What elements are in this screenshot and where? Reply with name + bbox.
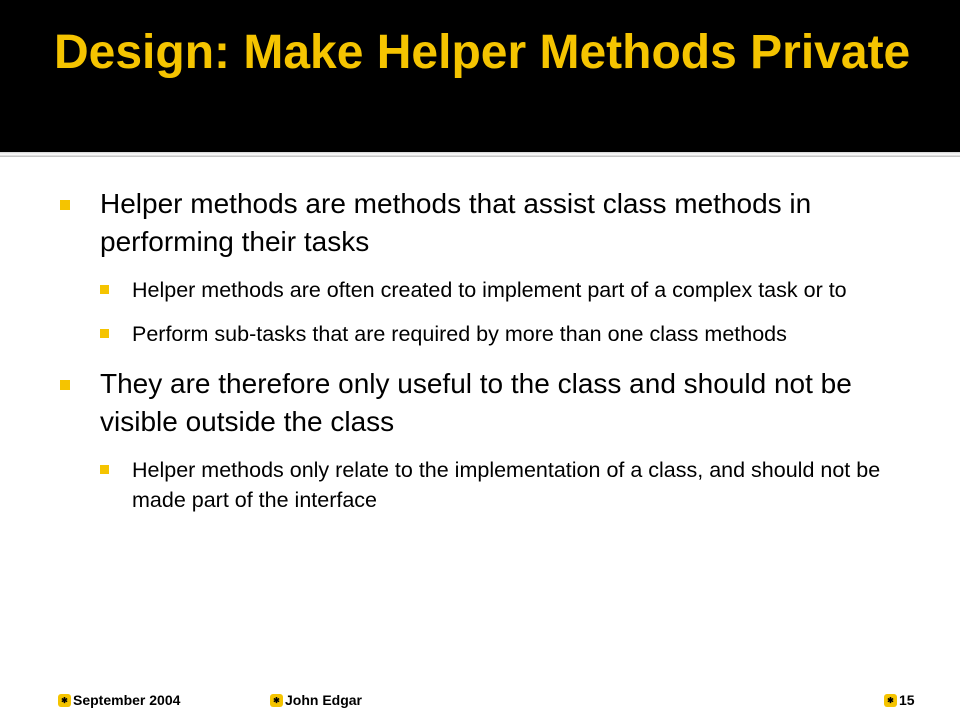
- sub-bullet-list: [100, 455, 918, 515]
- bullet-text: Helper methods are methods that assist class methods in performing their tasks: [100, 188, 812, 257]
- footer-bullet-icon: ✱: [58, 694, 71, 707]
- sub-bullet-text: Helper methods only relate to the implementation of a class, and should not be made part of the interface: [132, 458, 881, 512]
- sub-bullet-item: [100, 455, 918, 515]
- sub-bullet-item: [100, 275, 918, 305]
- slide-content: [0, 157, 960, 720]
- footer-author-text: John Edgar: [285, 692, 363, 708]
- bullet-item: [58, 185, 918, 349]
- footer-bullet-icon: ✱: [884, 694, 897, 707]
- bullet-square-icon: [60, 380, 70, 390]
- bullet-item: [58, 365, 918, 515]
- sub-bullet-square-icon: [100, 465, 109, 474]
- sub-bullet-square-icon: [100, 329, 109, 338]
- sub-bullet-item: [100, 319, 918, 349]
- sub-bullet-list: [100, 275, 918, 349]
- footer-page-text: 15: [899, 692, 915, 708]
- sub-bullet-text: Helper methods are often created to implement part of a complex task or to: [132, 278, 847, 302]
- footer-date: [58, 690, 180, 710]
- title-bar: [0, 0, 960, 152]
- bullet-square-icon: [60, 200, 70, 210]
- footer-bullet-icon: ✱: [270, 694, 283, 707]
- sub-bullet-square-icon: [100, 285, 109, 294]
- footer-page-number: [884, 690, 915, 710]
- sub-bullet-text: Perform sub-tasks that are required by more than one class methods: [132, 322, 787, 346]
- slide-title: Design: Make Helper Methods Private: [54, 26, 911, 79]
- footer-date-text: September 2004: [73, 692, 181, 708]
- bullet-text: They are therefore only useful to the class and should not be visible outside the class: [100, 368, 852, 437]
- bullet-list: [58, 185, 918, 531]
- footer-author: [270, 690, 362, 710]
